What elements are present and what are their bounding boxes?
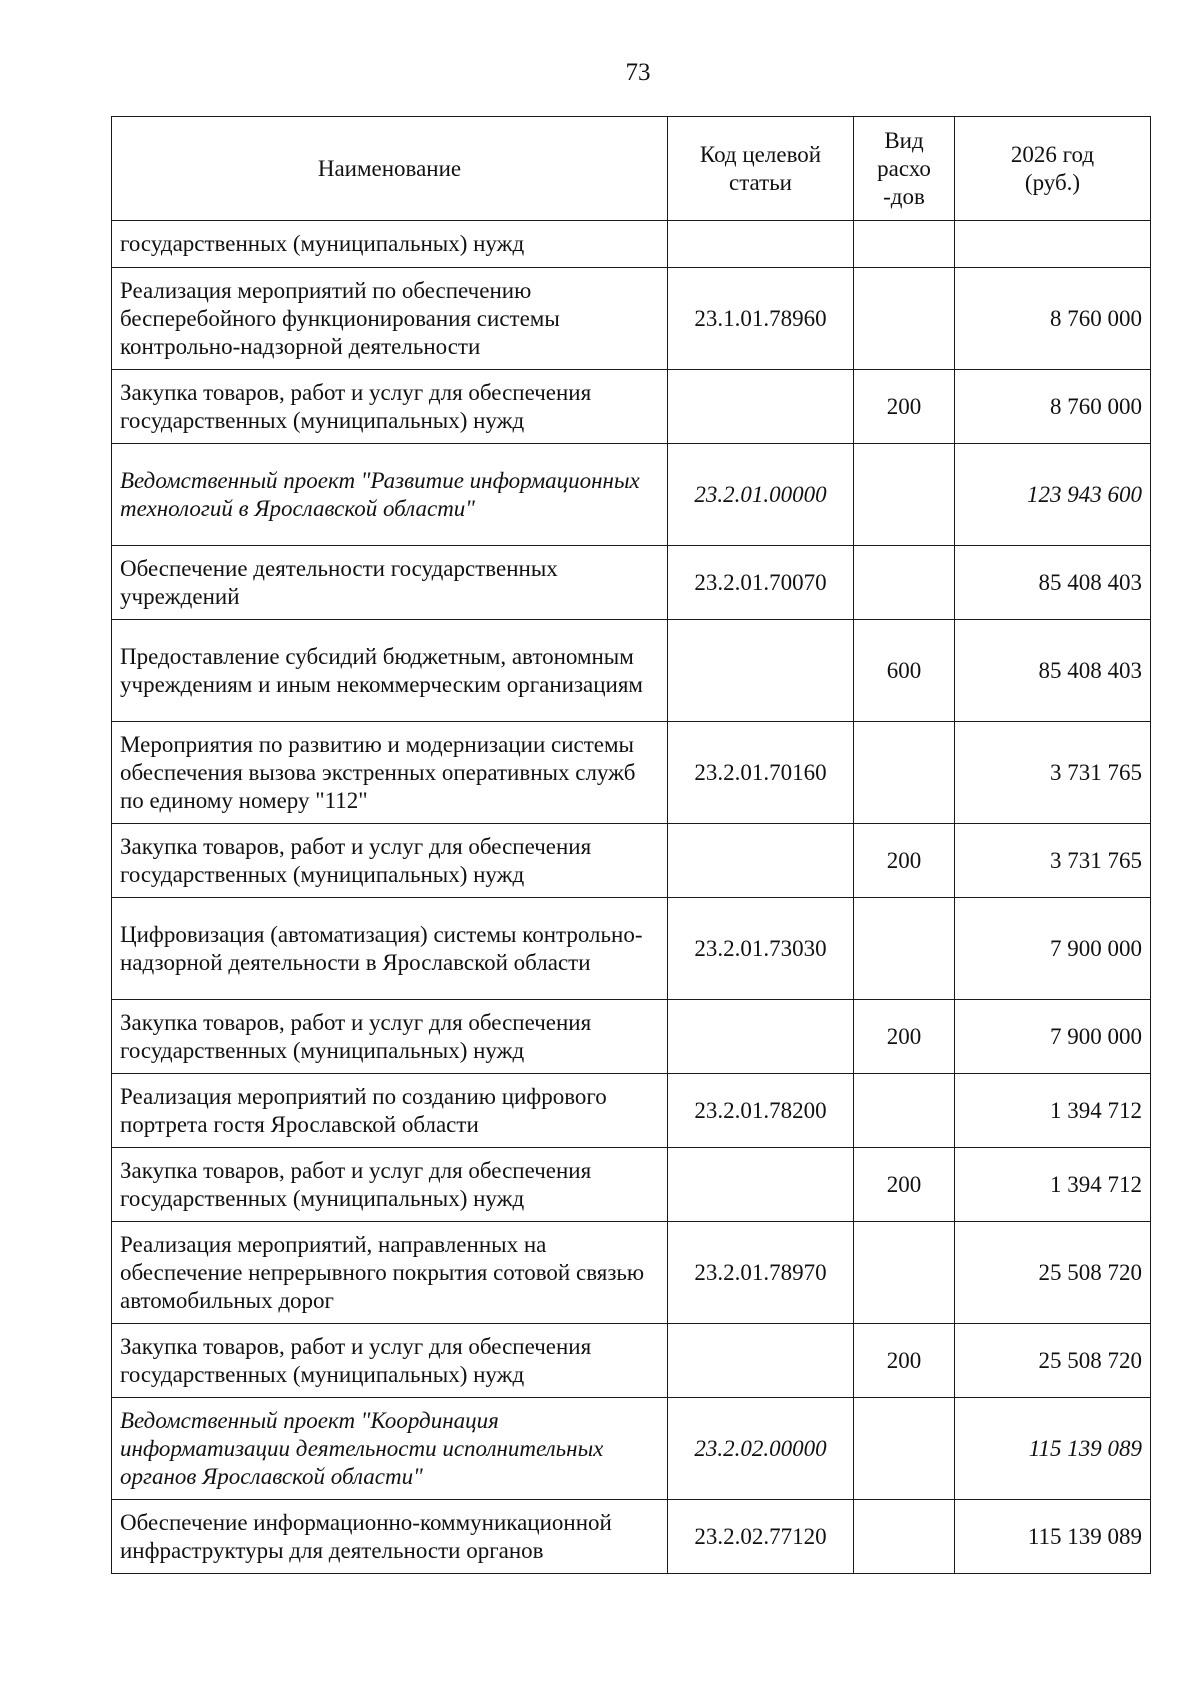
table-header (112, 117, 1151, 221)
table-row (112, 898, 1151, 1000)
page-number: 73 (625, 59, 651, 86)
table-row (112, 1500, 1151, 1574)
row-amount-cell: 1 394 712 (955, 1074, 1151, 1148)
row-expense-type-cell (854, 444, 955, 546)
row-name-cell: Обеспечение деятельности государственных учреждений (112, 546, 668, 620)
row-name-cell: Закупка товаров, работ и услуг для обеспечения государственных (муниципальных) нужд (112, 1000, 668, 1074)
row-code-cell: 23.2.01.78200 (668, 1074, 854, 1148)
header-type: Вид расхо-дов (854, 117, 955, 221)
header-code: Код целевой статьи (668, 117, 854, 221)
row-name-cell: Закупка товаров, работ и услуг для обеспечения государственных (муниципальных) нужд (112, 370, 668, 444)
row-code-cell: 23.2.01.00000 (668, 444, 854, 546)
row-amount-cell: 3 731 765 (955, 722, 1151, 824)
table-row (112, 1074, 1151, 1148)
row-amount-cell (955, 221, 1151, 268)
row-name-cell: Закупка товаров, работ и услуг для обеспечения государственных (муниципальных) нужд (112, 824, 668, 898)
row-expense-type-cell (854, 546, 955, 620)
row-code-cell: 23.2.01.70160 (668, 722, 854, 824)
row-amount-cell: 8 760 000 (955, 268, 1151, 370)
row-expense-type-cell: 200 (854, 1148, 955, 1222)
row-amount-cell: 8 760 000 (955, 370, 1151, 444)
row-code-cell: 23.2.02.77120 (668, 1500, 854, 1574)
row-code-cell: 23.1.01.78960 (668, 268, 854, 370)
row-amount-cell: 25 508 720 (955, 1324, 1151, 1398)
table-row (112, 824, 1151, 898)
row-expense-type-cell (854, 1222, 955, 1324)
row-code-cell: 23.2.01.70070 (668, 546, 854, 620)
row-amount-cell: 25 508 720 (955, 1222, 1151, 1324)
row-amount-cell: 7 900 000 (955, 1000, 1151, 1074)
row-expense-type-cell: 200 (854, 1324, 955, 1398)
table-row (112, 1000, 1151, 1074)
row-code-cell (668, 620, 854, 722)
table-row (112, 370, 1151, 444)
row-amount-cell: 123 943 600 (955, 444, 1151, 546)
row-code-cell (668, 824, 854, 898)
row-code-cell (668, 1000, 854, 1074)
row-name-cell: Реализация мероприятий по созданию цифрового портрета гостя Ярославской области (112, 1074, 668, 1148)
table-row (112, 1324, 1151, 1398)
table-row (112, 1148, 1151, 1222)
row-name-cell: Обеспечение информационно-коммуникационной инфраструктуры для деятельности органов (112, 1500, 668, 1574)
table-row (112, 722, 1151, 824)
row-expense-type-cell: 600 (854, 620, 955, 722)
table-body (112, 221, 1151, 1574)
table-row (112, 620, 1151, 722)
row-expense-type-cell: 200 (854, 370, 955, 444)
row-name-cell: Реализация мероприятий, направленных на обеспечение непрерывного покрытия сотовой связью автомобильных дорог (112, 1222, 668, 1324)
row-code-cell: 23.2.01.78970 (668, 1222, 854, 1324)
budget-table (111, 116, 1151, 1574)
row-name-cell: Предоставление субсидий бюджетным, автономным учреждениям и иным некоммерческим организациям (112, 620, 668, 722)
row-code-cell: 23.2.01.73030 (668, 898, 854, 1000)
row-amount-cell: 115 139 089 (955, 1500, 1151, 1574)
row-code-cell (668, 370, 854, 444)
row-name-cell: Закупка товаров, работ и услуг для обеспечения государственных (муниципальных) нужд (112, 1324, 668, 1398)
row-name-cell: государственных (муниципальных) нужд (112, 221, 668, 268)
row-amount-cell: 3 731 765 (955, 824, 1151, 898)
row-expense-type-cell: 200 (854, 824, 955, 898)
table-row (112, 268, 1151, 370)
row-name-cell: Мероприятия по развитию и модернизации системы обеспечения вызова экстренных оперативных служб по единому номеру "112" (112, 722, 668, 824)
row-amount-cell: 85 408 403 (955, 620, 1151, 722)
row-expense-type-cell (854, 1074, 955, 1148)
table-row (112, 444, 1151, 546)
row-amount-cell: 7 900 000 (955, 898, 1151, 1000)
table-row (112, 546, 1151, 620)
row-expense-type-cell (854, 898, 955, 1000)
row-expense-type-cell (854, 1500, 955, 1574)
row-amount-cell: 1 394 712 (955, 1148, 1151, 1222)
table-row (112, 221, 1151, 268)
table-row (112, 1222, 1151, 1324)
row-amount-cell: 85 408 403 (955, 546, 1151, 620)
row-expense-type-cell (854, 722, 955, 824)
row-code-cell (668, 1148, 854, 1222)
row-code-cell (668, 221, 854, 268)
row-name-cell: Реализация мероприятий по обеспечению бесперебойного функционирования системы контрольно-надзорной деятельности (112, 268, 668, 370)
row-amount-cell: 115 139 089 (955, 1398, 1151, 1500)
row-code-cell (668, 1324, 854, 1398)
row-expense-type-cell (854, 1398, 955, 1500)
table-row (112, 1398, 1151, 1500)
row-expense-type-cell: 200 (854, 1000, 955, 1074)
header-amount: 2026 год (руб.) (955, 117, 1151, 221)
row-name-cell: Цифровизация (автоматизация) системы контрольно-надзорной деятельности в Ярославской области (112, 898, 668, 1000)
row-name-cell: Ведомственный проект "Развитие информационных технологий в Ярославской области" (112, 444, 668, 546)
row-code-cell: 23.2.02.00000 (668, 1398, 854, 1500)
row-expense-type-cell (854, 268, 955, 370)
row-name-cell: Ведомственный проект "Координация информатизации деятельности исполнительных органов Ярославской области" (112, 1398, 668, 1500)
row-name-cell: Закупка товаров, работ и услуг для обеспечения государственных (муниципальных) нужд (112, 1148, 668, 1222)
header-name: Наименование (112, 117, 668, 221)
row-expense-type-cell (854, 221, 955, 268)
